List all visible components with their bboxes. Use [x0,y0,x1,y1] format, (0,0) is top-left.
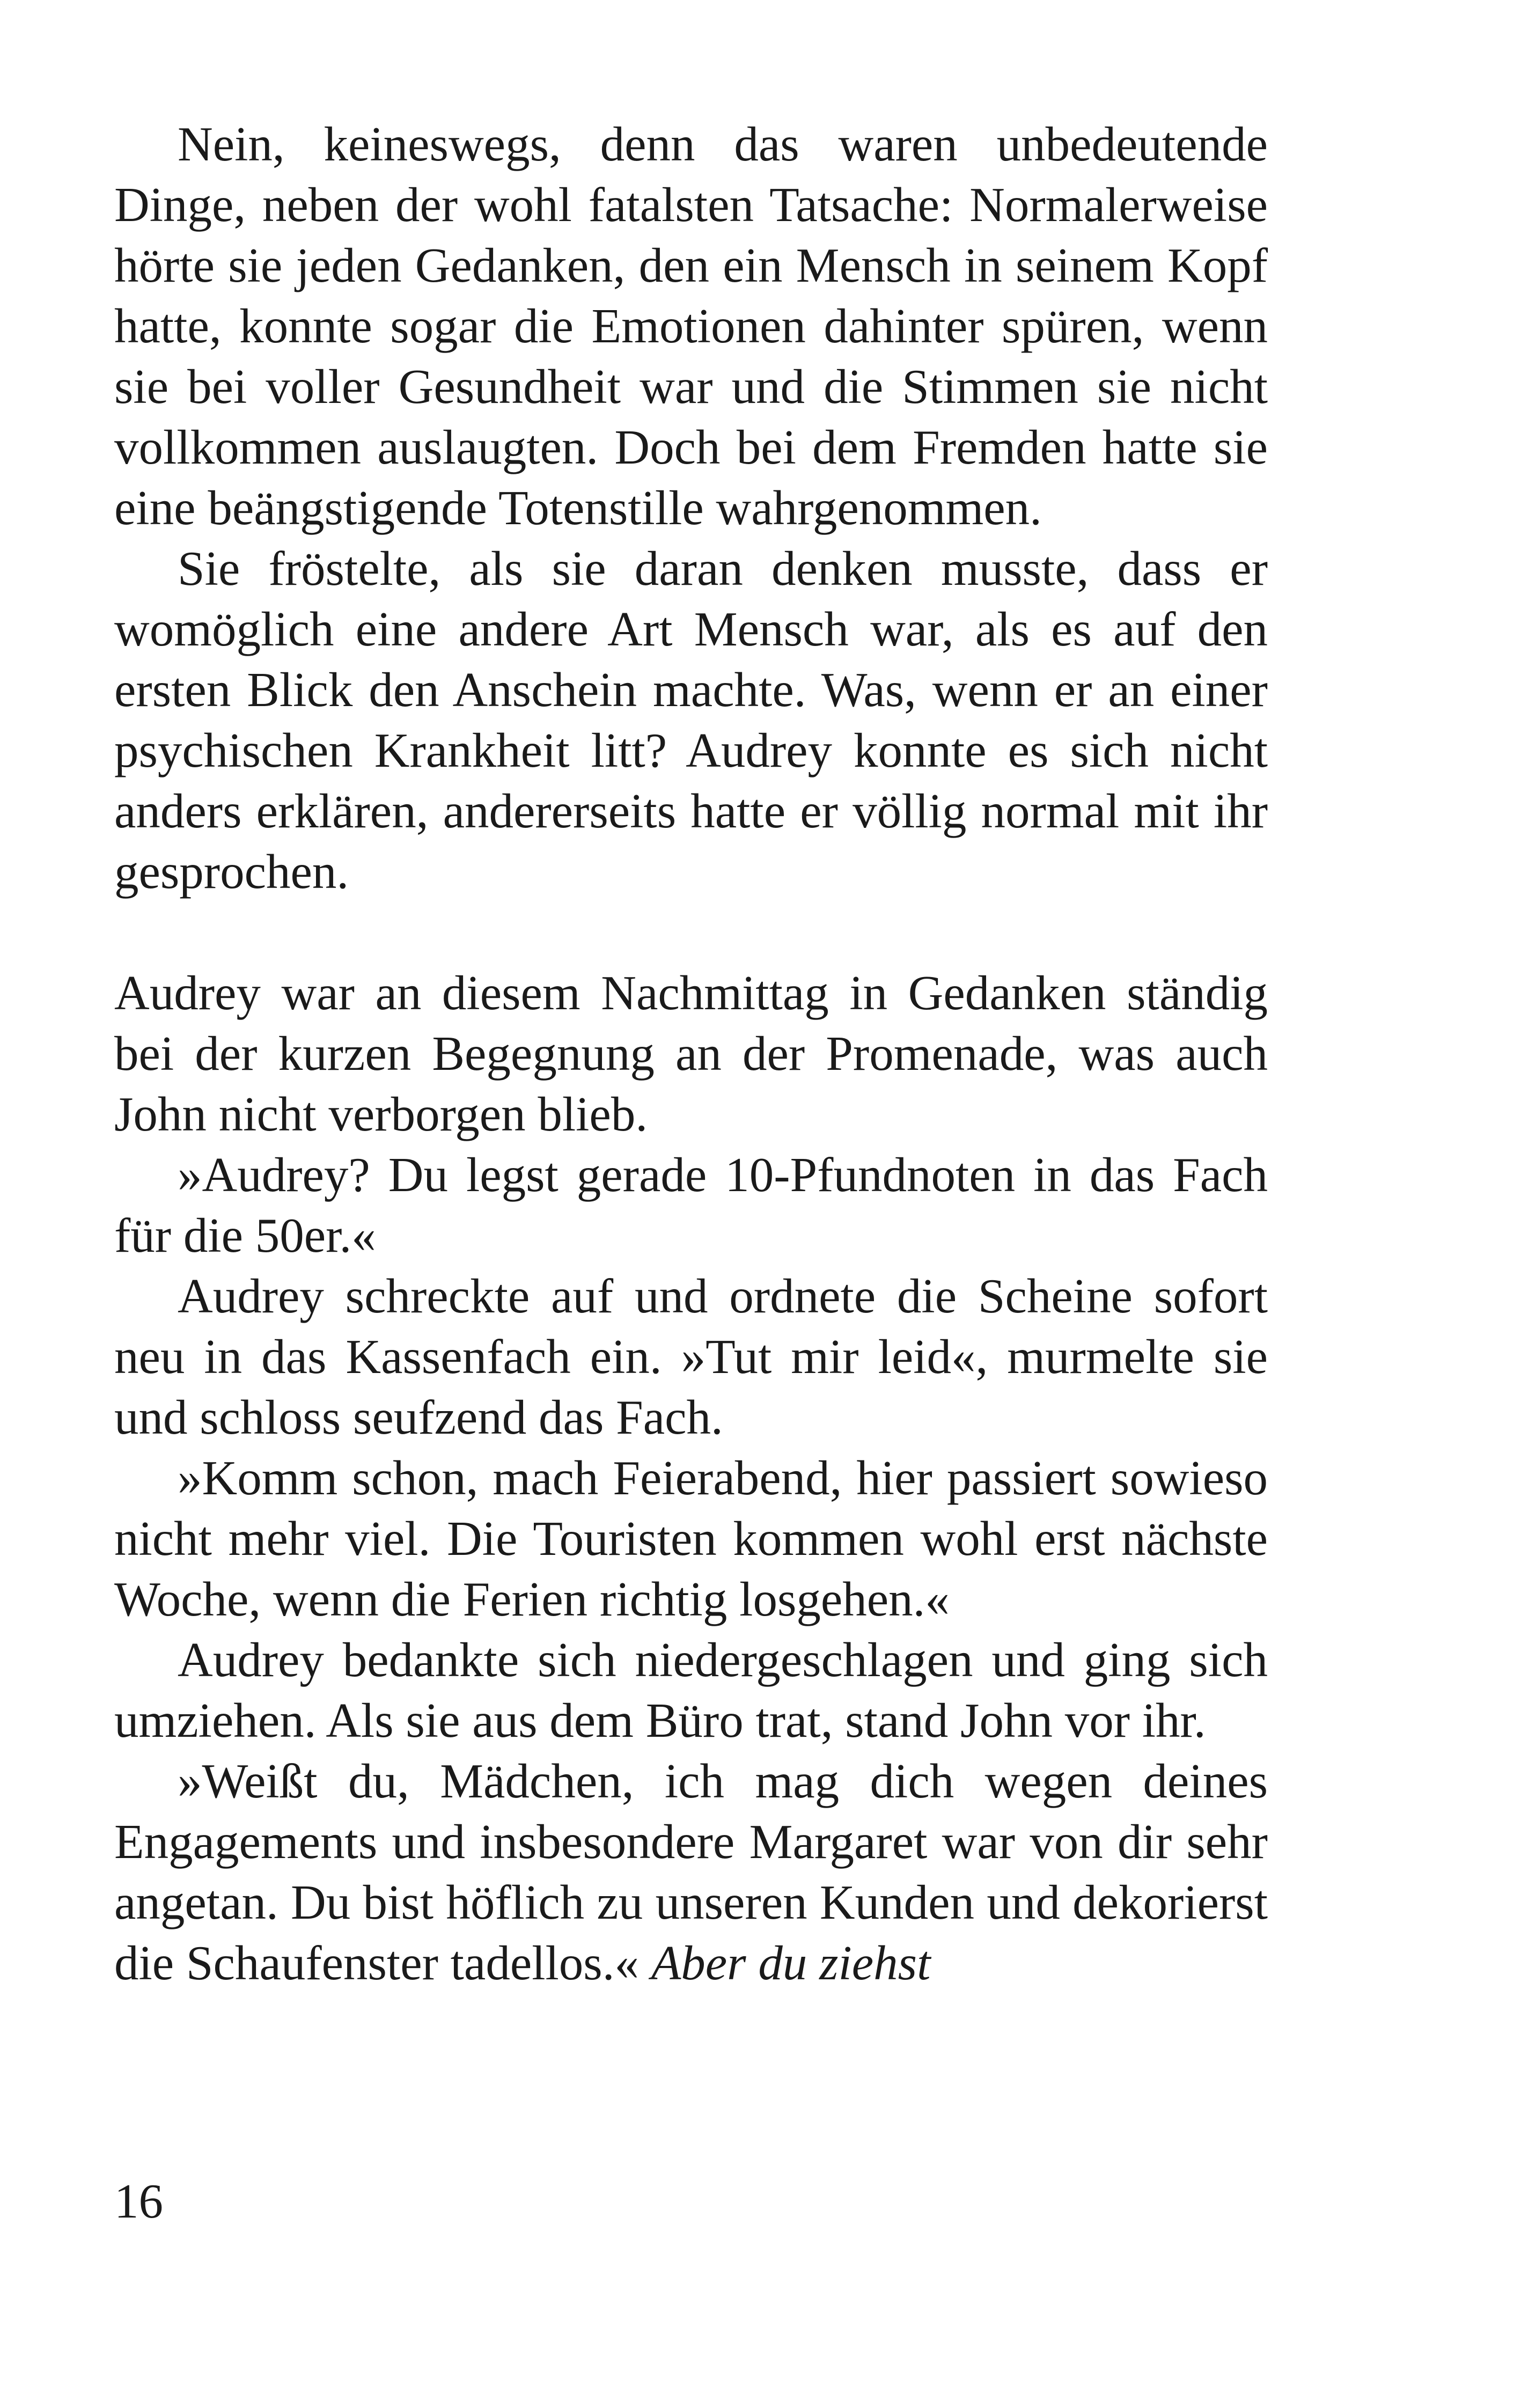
paragraph-1: Nein, keineswegs, denn das waren unbedeutende Dinge, neben der wohl fatalsten Tatsache: Normalerweise hörte sie jeden Gedanken, den ein Mensch in seinem Kopf hatte, konnte sogar die Emotionen dahinter spüren, wenn sie bei voller Gesundheit war und die Stimmen sie nicht vollkommen auslaugten. Doch bei dem Fremden hatte sie eine beängstigende Totenstille wahrgenommen. [114,117,1268,535]
paragraph-5: Audrey schreckte auf und ordnete die Scheine sofort neu in das Kassenfach ein. »Tut mir leid«, murmelte sie und schloss seufzend das Fach. [114,1269,1268,1444]
paragraph-4: »Audrey? Du legst gerade 10-Pfundnoten in das Fach für die 50er.« [114,1148,1268,1262]
paragraph-7: Audrey bedankte sich niedergeschlagen und ging sich umziehen. Als sie aus dem Büro trat, stand John vor ihr. [114,1633,1268,1748]
paragraph-8-text: »Weißt du, Mädchen, ich mag dich wegen deines Engagements und insbesondere Margaret war von dir sehr angetan. Du bist höflich zu unseren Kunden und dekorierst die Schaufenster tadellos.« [114,1754,1268,1990]
paragraph-3: Audrey war an diesem Nachmittag in Gedanken ständig bei der kurzen Begegnung an der Promenade, was auch John nicht verborgen blieb. [114,966,1268,1141]
paragraph-8-italic-tail: Aber du ziehst [651,1936,931,1990]
paragraph-2: Sie fröstelte, als sie daran denken musste, dass er womöglich eine andere Art Mensch war, als es auf den ersten Blick den Anschein machte. Was, wenn er an einer psychischen Krankheit litt? Audrey konnte es sich nicht anders erklären, andererseits hatte er völlig normal mit ihr gesprochen. [114,541,1268,899]
paragraph-6: »Komm schon, mach Feierabend, hier passiert sowieso nicht mehr viel. Die Touristen kommen wohl erst nächste Woche, wenn die Ferien richtig losgehen.« [114,1451,1268,1626]
paragraph-8 [114,1751,1268,1993]
book-page-text [114,114,1268,1993]
page-number: 16 [114,2174,163,2228]
